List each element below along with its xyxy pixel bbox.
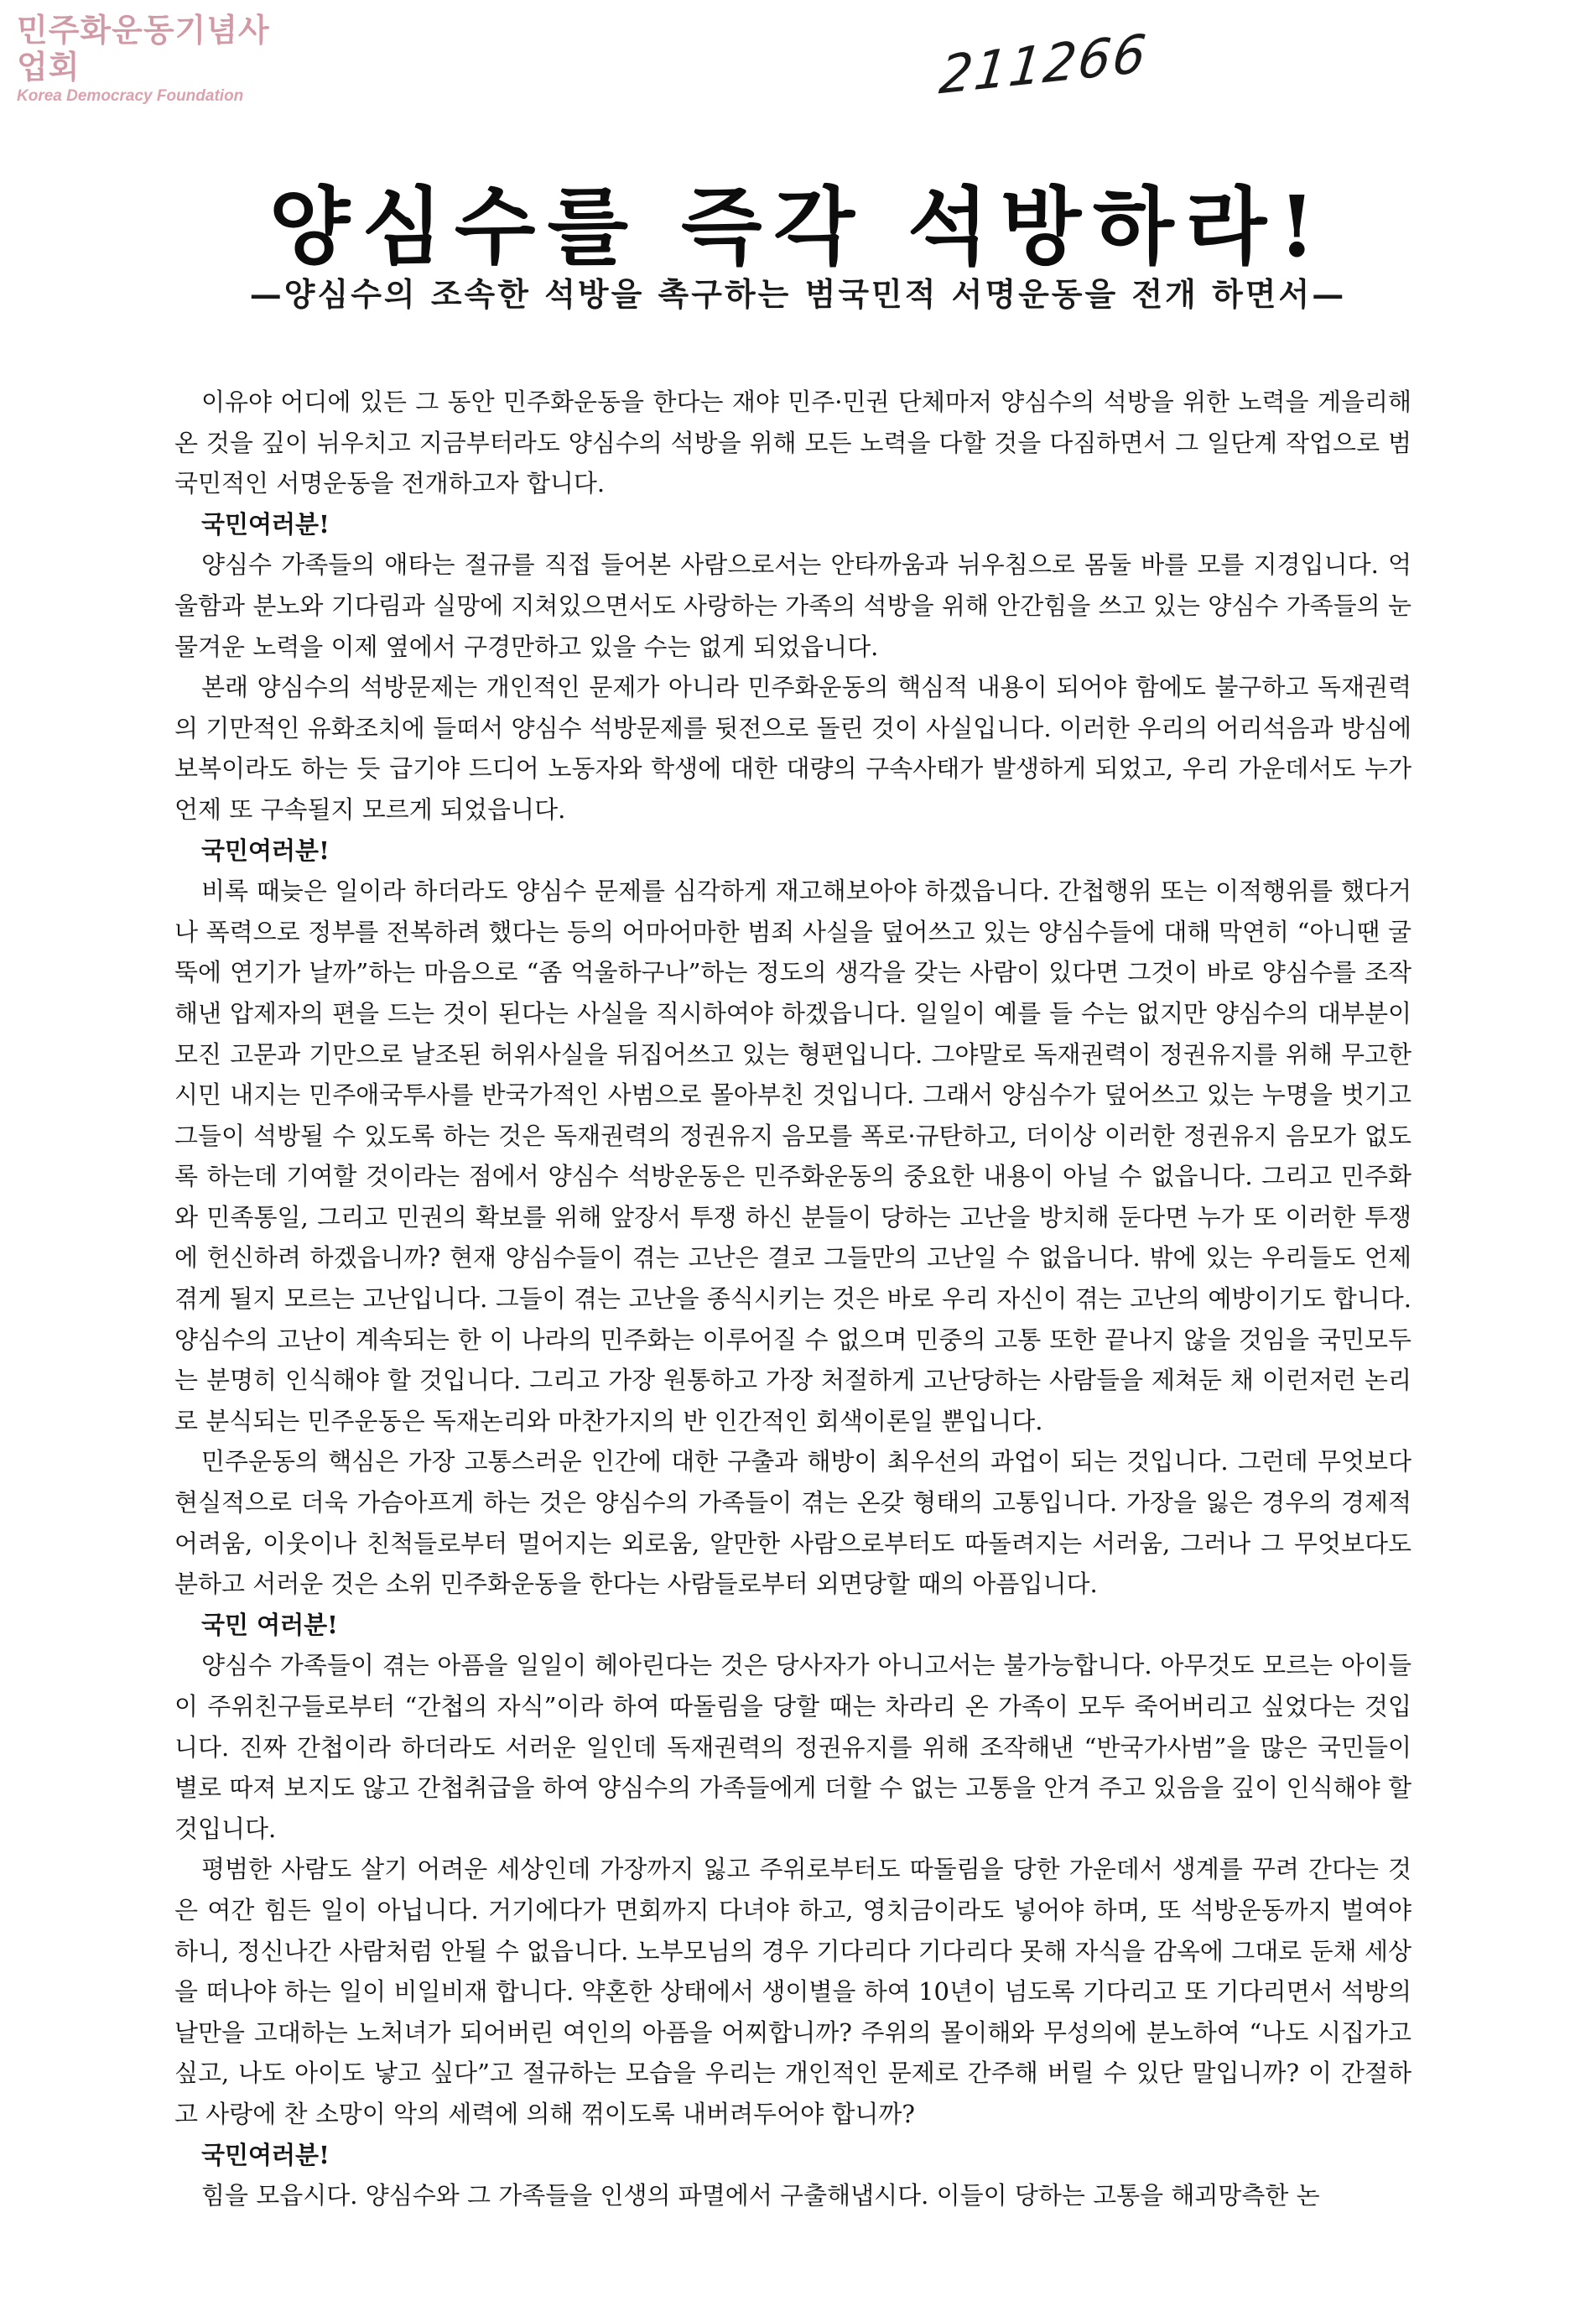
body-paragraph: 이유야 어디에 있든 그 동안 민주화운동을 한다는 재야 민주·민권 단체마저 양심수의 석방을 위한 노력을 게을리해 온 것을 깊이 뉘우치고 지금부터라도 양심수의 석방을 위해 모든 노력을 다할 것을 다짐하면서 그 일단계 작업으로 범국민적인 서명운동을 전개하고자 합니다.	[174, 388, 1411, 498]
address-line: 국민여러분!	[201, 509, 330, 539]
body-paragraph: 양심수 가족들의 애타는 절규를 직접 들어본 사람으로서는 안타까움과 뉘우침으로 몸둘 바를 모를 지경입니다. 억울함과 분노와 기다림과 실망에 지쳐있으면서도 사랑하는 가족의 석방을 위해 안간힘을 쓰고 있는 양심수 가족들의 눈물겨운 노력을 이제 옆에서 구경만하고 있을 수는 없게 되었읍니다.	[174, 550, 1411, 661]
watermark-korean-name: 민주화운동기념사업회	[17, 12, 270, 86]
body-paragraph: 힘을 모읍시다. 양심수와 그 가족들을 인생의 파멸에서 구출해냅시다. 이들이 당하는 고통을 해괴망측한 논	[201, 2181, 1320, 2210]
handwritten-document-number: 211266	[936, 22, 1151, 107]
document-body	[174, 382, 1411, 2216]
address-line: 국민여러분!	[201, 2140, 330, 2169]
document-title: 양심수를 즉각 석방하라!	[268, 177, 1328, 276]
body-paragraph: 민주운동의 핵심은 가장 고통스러운 인간에 대한 구출과 해방이 최우선의 과업이 되는 것입니다. 그런데 무엇보다 현실적으로 더욱 가슴아프게 하는 것은 양심수의 가족들이 겪는 온갖 형태의 고통입니다. 가장을 잃은 경우의 경제적 어려움, 이웃이나 친척들로부터 멀어지는 외로움, 알만한 사람으로부터도 따돌려지는 서러움, 그러나 그 무엇보다도 분하고 서러운 것은 소위 민주화운동을 한다는 사람들로부터 외면당할 때의 아픔입니다.	[174, 1447, 1411, 1599]
body-paragraph: 비록 때늦은 일이라 하더라도 양심수 문제를 심각하게 재고해보아야 하겠읍니다. 간첩행위 또는 이적행위를 했다거나 폭력으로 정부를 전복하려 했다는 등의 어마어마한 범죄 사실을 덮어쓰고 있는 양심수들에 대해 막연히 “아니땐 굴뚝에 연기가 날까”하는 마음으로 “좀 억울하구나”하는 정도의 생각을 갖는 사람이 있다면 그것이 바로 양심수를 조작해낸 압제자의 편을 드는 것이 된다는 사실을 직시하여야 하겠읍니다. 일일이 예를 들 수는 없지만 양심수의 대부분이 모진 고문과 기만으로 날조된 허위사실을 뒤집어쓰고 있는 형편입니다. 그야말로 독재권력이 정권유지를 위해 무고한 시민 내지는 민주애국투사를 반국가적인 사범으로 몰아부친 것입니다. 그래서 양심수가 덮어쓰고 있는 누명을 벗기고 그들이 석방될 수 있도록 하는 것은 독재권력의 정권유지 음모를 폭로·규탄하고, 더이상 이러한 정권유지 음모가 없도록 하는데 기여할 것이라는 점에서 양심수 석방운동은 민주화운동의 중요한 내용이 아닐 수 없읍니다. 그리고 민주화와 민족통일, 그리고 민권의 확보를 위해 앞장서 투쟁 하신 분들이 당하는 고난을 방치해 둔다면 누가 또 이러한 투쟁에 헌신하려 하겠읍니까? 현재 양심수들이 겪는 고난은 결코 그들만의 고난일 수 없읍니다. 밖에 있는 우리들도 언제 겪게 될지 모르는 고난입니다. 그들이 겪는 고난을 종식시키는 것은 바로 우리 자신이 겪는 고난의 예방이기도 합니다. 양심수의 고난이 계속되는 한 이 나라의 민주화는 이루어질 수 없으며 민중의 고통 또한 끝나지 않을 것임을 국민모두는 분명히 인식해야 할 것입니다. 그리고 가장 원통하고 가장 처절하게 고난당하는 사람들을 제쳐둔 채 이런저런 논리로 분식되는 민주운동은 독재논리와 마찬가지의 반 인간적인 회색이론일 뿐입니다.	[174, 877, 1411, 1435]
foundation-watermark	[17, 12, 285, 106]
body-paragraph: 본래 양심수의 석방문제는 개인적인 문제가 아니라 민주화운동의 핵심적 내용이 되어야 함에도 불구하고 독재권력의 기만적인 유화조치에 들떠서 양심수 석방문제를 뒷전으로 돌린 것이 사실입니다. 이러한 우리의 어리석음과 방심에 보복이라도 하는 듯 급기야 드디어 노동자와 학생에 대한 대량의 구속사태가 발생하게 되었고, 우리 가운데서도 누가 언제 또 구속될지 모르게 되었읍니다.	[174, 673, 1411, 824]
body-paragraph: 양심수 가족들이 겪는 아픔을 일일이 헤아린다는 것은 당사자가 아니고서는 불가능합니다. 아무것도 모르는 아이들이 주위친구들로부터 “간첩의 자식”이라 하여 따돌림을 당할 때는 차라리 온 가족이 모두 죽어버리고 싶었다는 것입니다. 진짜 간첩이라 하더라도 서러운 일인데 독재권력의 정권유지를 위해 조작해낸 “반국가사범”을 많은 국민들이 별로 따져 보지도 않고 간첩취급을 하여 양심수의 가족들에게 더할 수 없는 고통을 안겨 주고 있음을 깊이 인식해야 할 것입니다.	[174, 1651, 1411, 1843]
document-subtitle: —양심수의 조속한 석방을 촉구하는 범국민적 서명운동을 전개 하면서—	[249, 275, 1347, 313]
address-line: 국민 여러분!	[201, 1610, 338, 1639]
watermark-english-name: Korea Democracy Foundation	[17, 87, 244, 105]
body-paragraph: 평범한 사람도 살기 어려운 세상인데 가장까지 잃고 주위로부터도 따돌림을 당한 가운데서 생계를 꾸려 간다는 것은 여간 힘든 일이 아닙니다. 거기에다가 면회까지 다녀야 하고, 영치금이라도 넣어야 하며, 또 석방운동까지 벌여야 하니, 정신나간 사람처럼 안될 수 없읍니다. 노부모님의 경우 기다리다 기다리다 못해 자식을 감옥에 그대로 둔채 세상을 떠나야 하는 일이 비일비재 합니다. 약혼한 상태에서 생이별을 하여 10년이 넘도록 기다리고 또 기다리면서 석방의 날만을 고대하는 노처녀가 되어버린 여인의 아픔을 어찌합니까? 주위의 몰이해와 무성의에 분노하여 “나도 시집가고 싶고, 나도 아이도 낳고 싶다”고 절규하는 모습을 우리는 개인적인 문제로 간주해 버릴 수 있단 말입니까? 이 간절하고 사랑에 찬 소망이 악의 세력에 의해 꺾이도록 내버려두어야 합니까?	[174, 1855, 1411, 2128]
address-line: 국민여러분!	[201, 836, 330, 865]
